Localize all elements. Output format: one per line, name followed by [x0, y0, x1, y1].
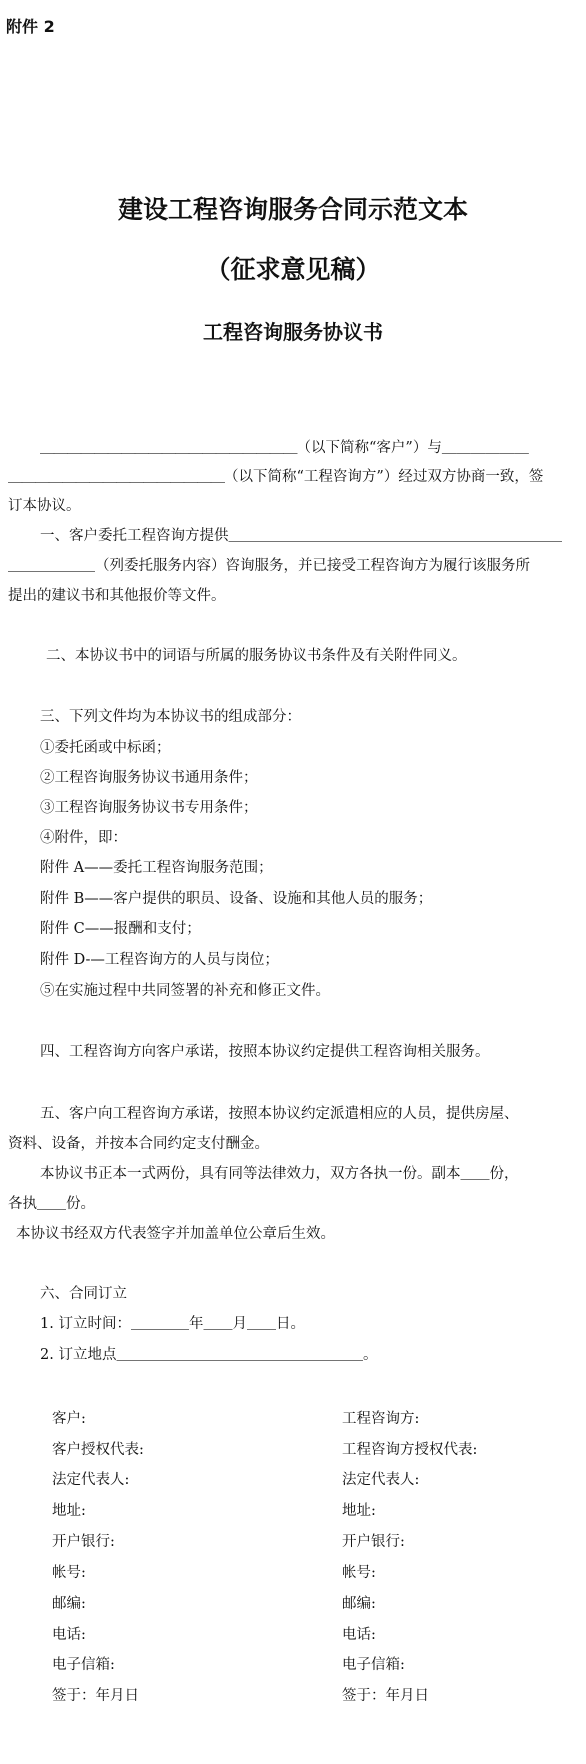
clause3-item: ④附件，即： — [40, 830, 127, 846]
client-address-field: 地址: — [52, 1503, 86, 1519]
clause3-item: ②工程咨询服务协议书通用条件； — [40, 770, 258, 786]
clause3-item: ①委托函或中标函； — [40, 740, 171, 756]
client-email-field: 电子信箱: — [52, 1657, 115, 1673]
consultant-field: 工程咨询方: — [342, 1411, 420, 1427]
document-title: 建设工程咨询服务合同示范文本 — [117, 195, 468, 224]
section-title: 工程咨询服务协议书 — [203, 320, 383, 344]
clause5-line-1: 五、客户向工程咨询方承诺，按照本协议约定派遣相应的人员，提供房屋、 — [40, 1106, 519, 1122]
client-postcode-field: 邮编: — [52, 1596, 86, 1612]
clause3-item: 附件 C——报酬和支付； — [40, 921, 201, 937]
clause3-item: ⑤在实施过程中共同签署的补充和修正文件。 — [40, 983, 330, 999]
clause1-line-1: 一、客户委托工程咨询方提供＿＿＿＿＿＿＿＿＿＿＿＿＿＿＿＿＿＿＿＿＿＿＿ — [40, 528, 562, 544]
copies-line-2: 各执＿＿份。 — [8, 1196, 95, 1212]
client-name-blank: ＿＿＿＿＿＿＿＿＿＿＿＿＿＿＿＿＿＿＿ — [40, 440, 297, 456]
intro-line-2-text: （以下简称“工程咨询方”）经过双方协商一致，签 — [224, 469, 544, 485]
client-field: 客户: — [52, 1411, 86, 1427]
clause6-heading: 六、合同订立 — [40, 1286, 127, 1302]
clause5-line-2: 资料、设备，并按本合同约定支付酬金。 — [8, 1136, 269, 1152]
copies-line-1: 本协议书正本一式两份，具有同等法律效力，双方各执一份。副本＿＿份， — [40, 1166, 519, 1182]
consultant-name-blank: ＿＿＿＿＿＿＿＿＿＿＿＿＿＿＿＿ — [8, 469, 224, 485]
client-legal-rep-field: 法定代表人: — [52, 1472, 130, 1488]
clause1-line-3: 提出的建议书和其他报价等文件。 — [8, 588, 226, 604]
consultant-email-field: 电子信箱: — [342, 1657, 405, 1673]
clause1-line-2: ＿＿＿＿＿＿（列委托服务内容）咨询服务，并已接受工程咨询方为履行该服务所 — [8, 558, 530, 574]
client-auth-rep-field: 客户授权代表: — [52, 1442, 144, 1458]
effect-statement: 本协议书经双方代表签字并加盖单位公章后生效。 — [16, 1226, 335, 1242]
client-bank-field: 开户银行: — [52, 1534, 115, 1550]
consultant-address-field: 地址: — [342, 1503, 376, 1519]
document-subtitle: （征求意见稿） — [205, 255, 381, 284]
intro-line-2 — [8, 467, 543, 487]
clause4: 四、工程咨询方向客户承诺，按照本协议约定提供工程咨询相关服务。 — [40, 1044, 490, 1060]
intro-line-1-text: （以下简称“客户”）与＿＿＿＿＿＿ — [296, 440, 529, 456]
clause3-item: 附件 D-—工程咨询方的人员与岗位； — [40, 952, 279, 968]
consultant-legal-rep-field: 法定代表人: — [342, 1472, 420, 1488]
clause3-heading: 三、下列文件均为本协议书的组成部分： — [40, 709, 301, 725]
signing-time: 1. 订立时间：＿＿＿＿年＿＿月＿＿日。 — [40, 1316, 305, 1332]
clause2: 二、本协议书中的词语与所属的服务协议书条件及有关附件同义。 — [46, 648, 467, 664]
consultant-account-field: 帐号: — [342, 1565, 376, 1581]
clause3-item: 附件 A——委托工程咨询服务范围； — [40, 860, 273, 876]
consultant-bank-field: 开户银行: — [342, 1534, 405, 1550]
client-signed-date-field: 签于：年月日 — [52, 1688, 139, 1704]
signing-place: 2. 订立地点＿＿＿＿＿＿＿＿＿＿＿＿＿＿＿＿＿。 — [40, 1347, 378, 1363]
consultant-signed-date-field: 签于：年月日 — [342, 1688, 429, 1704]
attachment-label: 附件 2 — [6, 17, 55, 36]
consultant-postcode-field: 邮编: — [342, 1596, 376, 1612]
intro-line-3: 订本协议。 — [8, 498, 81, 514]
clause3-item: 附件 B——客户提供的职员、设备、设施和其他人员的服务； — [40, 891, 433, 907]
consultant-phone-field: 电话: — [342, 1627, 376, 1643]
clause3-item: ③工程咨询服务协议书专用条件； — [40, 800, 258, 816]
client-account-field: 帐号: — [52, 1565, 86, 1581]
intro-line-1 — [40, 438, 529, 458]
consultant-auth-rep-field: 工程咨询方授权代表: — [342, 1442, 478, 1458]
client-phone-field: 电话: — [52, 1627, 86, 1643]
